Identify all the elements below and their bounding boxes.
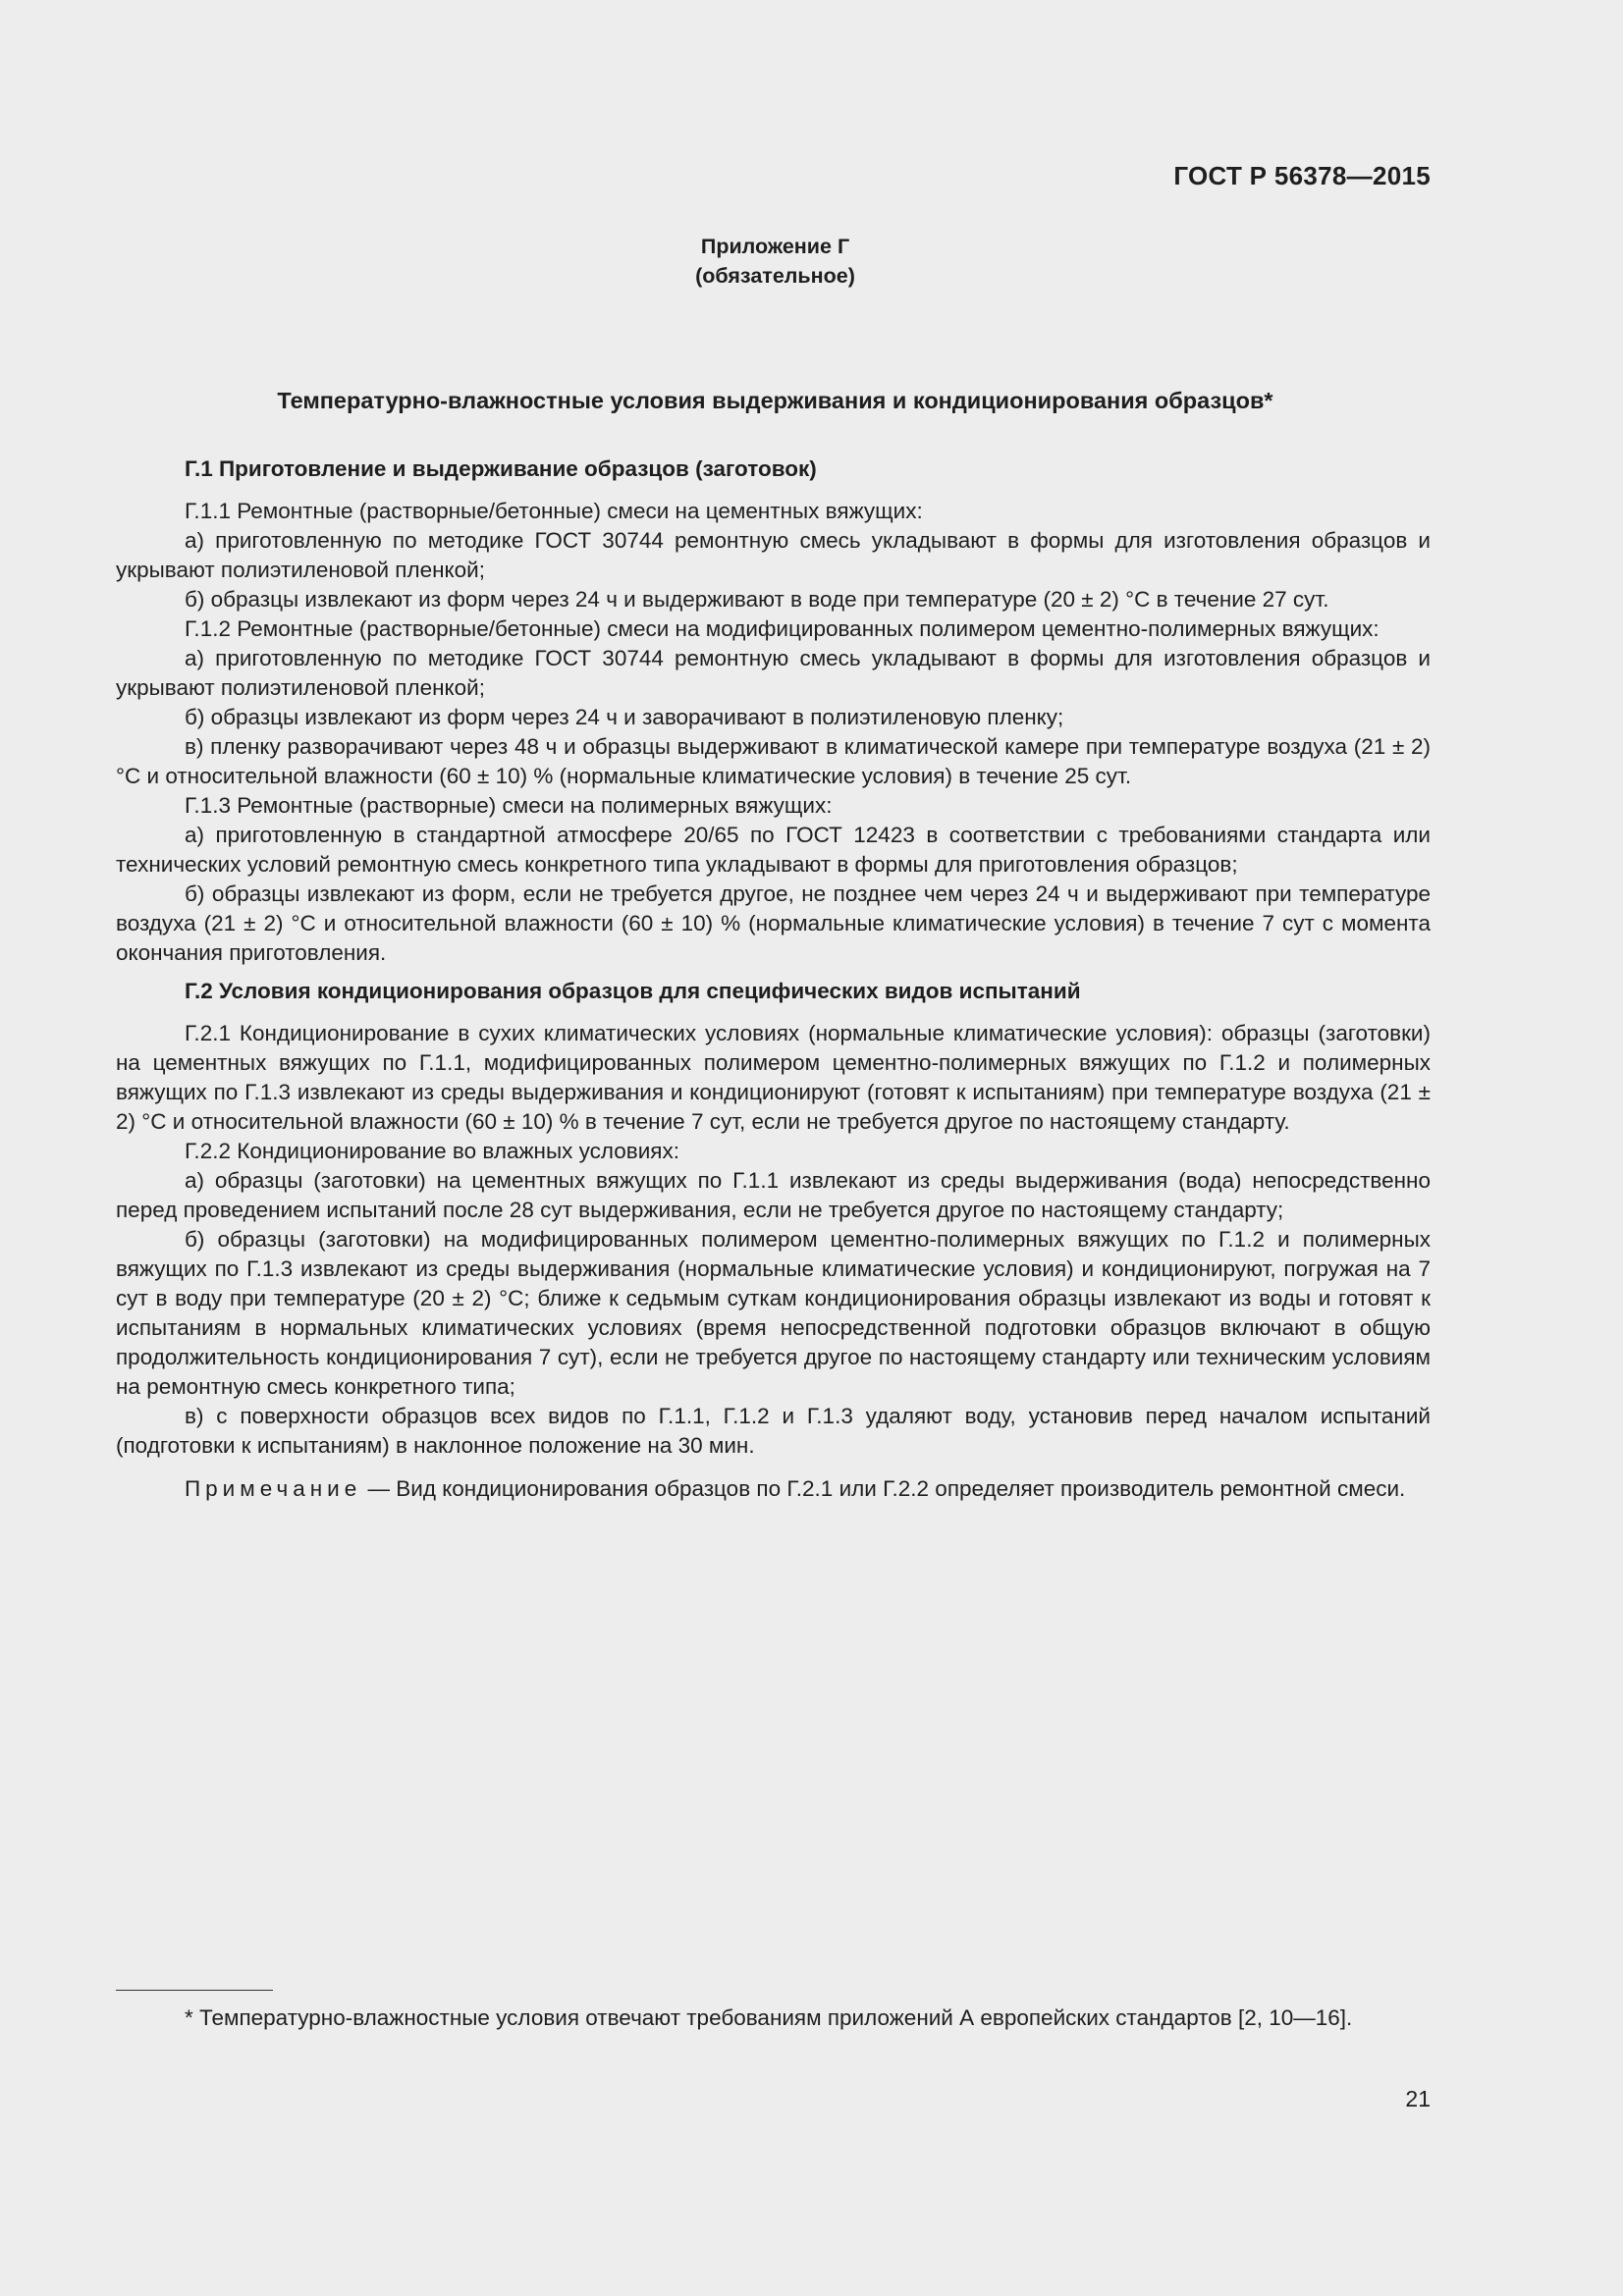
note-text: — Вид кондиционирования образцов по Г.2.1 или Г.2.2 определяет производитель ремонтной смеси. [361, 1476, 1406, 1501]
paragraph: в) пленку разворачивают через 48 ч и образцы выдерживают в климатической камере при температуре воздуха (21 ± 2) °С и относительной влажности (60 ± 10) % (нормальные климатические условия) в течение 25 сут. [116, 734, 1431, 788]
appendix-status: (обязательное) [695, 264, 855, 288]
paragraph: Г.2.1 Кондиционирование в сухих климатических условиях (нормальные климатические условия): образцы (заготовки) на цементных вяжущих по Г.1.1, модифицированных полимером цементно-полимерных вяжущих по Г.1.2 и полимерных вяжущих по Г.1.3 извлекают из среды выдерживания и кондиционируют (готовят к испытаниям) при температуре воздуха (21 ± 2) °С и относительной влажности (60 ± 10) % в течение 7 сут, если не требуется другое по настоящему стандарту. [116, 1021, 1431, 1134]
note-label: Примечание [185, 1476, 362, 1501]
footnote-divider [116, 1990, 273, 1991]
standard-code: ГОСТ Р 56378—2015 [1173, 161, 1431, 190]
paragraph: б) образцы извлекают из форм через 24 ч и выдерживают в воде при температуре (20 ± 2) °С в течение 27 сут. [185, 587, 1329, 612]
paragraph: Г.1.3 Ремонтные (растворные) смеси на полимерных вяжущих: [185, 793, 833, 818]
paragraph: а) приготовленную в стандартной атмосфере 20/65 по ГОСТ 12423 в соответствии с требованиями стандарта или технических условий ремонтную смесь конкретного типа укладывают в формы для приготовления образцов; [116, 823, 1431, 877]
appendix-heading [0, 232, 1550, 291]
note [116, 1474, 1431, 1504]
paragraph: Г.1.1 Ремонтные (растворные/бетонные) смеси на цементных вяжущих: [185, 499, 923, 523]
paragraph: б) образцы извлекают из форм, если не требуется другое, не позднее чем через 24 ч и выдерживают при температуре воздуха (21 ± 2) °С и относительной влажности (60 ± 10) % (нормальные климатические условия) в течение 7 сут с момента окончания приготовления. [116, 881, 1431, 965]
paragraph: а) образцы (заготовки) на цементных вяжущих по Г.1.1 извлекают из среды выдерживания (вода) непосредственно перед проведением испытаний после 28 сут выдерживания, если не требуется другое по настоящему стандарту; [116, 1168, 1431, 1222]
paragraph: б) образцы извлекают из форм через 24 ч и заворачивают в полиэтиленовую пленку; [185, 705, 1064, 729]
footnote: * Температурно-влажностные условия отвечают требованиям приложений А европейских стандартов [2, 10—16]. [185, 2005, 1353, 2030]
paragraph: Г.2.2 Кондиционирование во влажных условиях: [185, 1139, 679, 1163]
appendix-label: Приложение Г [700, 235, 850, 258]
document-body [116, 450, 1431, 1504]
section-heading-g2: Г.2 Условия кондиционирования образцов для специфических видов испытаний [185, 979, 1081, 1003]
paragraph: в) с поверхности образцов всех видов по Г.1.1, Г.1.2 и Г.1.3 удаляют воду, установив перед началом испытаний (подготовки к испытаниям) в наклонное положение на 30 мин. [116, 1404, 1431, 1458]
page-number: 21 [1405, 2086, 1431, 2111]
appendix-title: Температурно-влажностные условия выдерживания и кондиционирования образцов* [277, 388, 1273, 413]
paragraph: а) приготовленную по методике ГОСТ 30744 ремонтную смесь укладывают в формы для изготовления образцов и укрывают полиэтиленовой пленкой; [116, 646, 1431, 700]
paragraph: Г.1.2 Ремонтные (растворные/бетонные) смеси на модифицированных полимером цементно-полимерных вяжущих: [185, 616, 1380, 641]
paragraph: б) образцы (заготовки) на модифицированных полимером цементно-полимерных вяжущих по Г.1.2 и полимерных вяжущих по Г.1.3 извлекают из среды выдерживания (нормальные климатические условия) и кондиционируют, погружая на 7 сут в воду при температуре (20 ± 2) °С; ближе к седьмым суткам кондиционирования образцы извлекают из воды и готовят к испытаниям в нормальных климатических условиях (время непосредственной подготовки образцов включают в общую продолжительность кондиционирования 7 сут), если не требуется другое по настоящему стандарту или техническим условиям на ремонтную смесь конкретного типа; [116, 1227, 1431, 1399]
paragraph: а) приготовленную по методике ГОСТ 30744 ремонтную смесь укладывают в формы для изготовления образцов и укрывают полиэтиленовой пленкой; [116, 528, 1431, 582]
section-heading-g1: Г.1 Приготовление и выдерживание образцов (заготовок) [185, 456, 817, 481]
